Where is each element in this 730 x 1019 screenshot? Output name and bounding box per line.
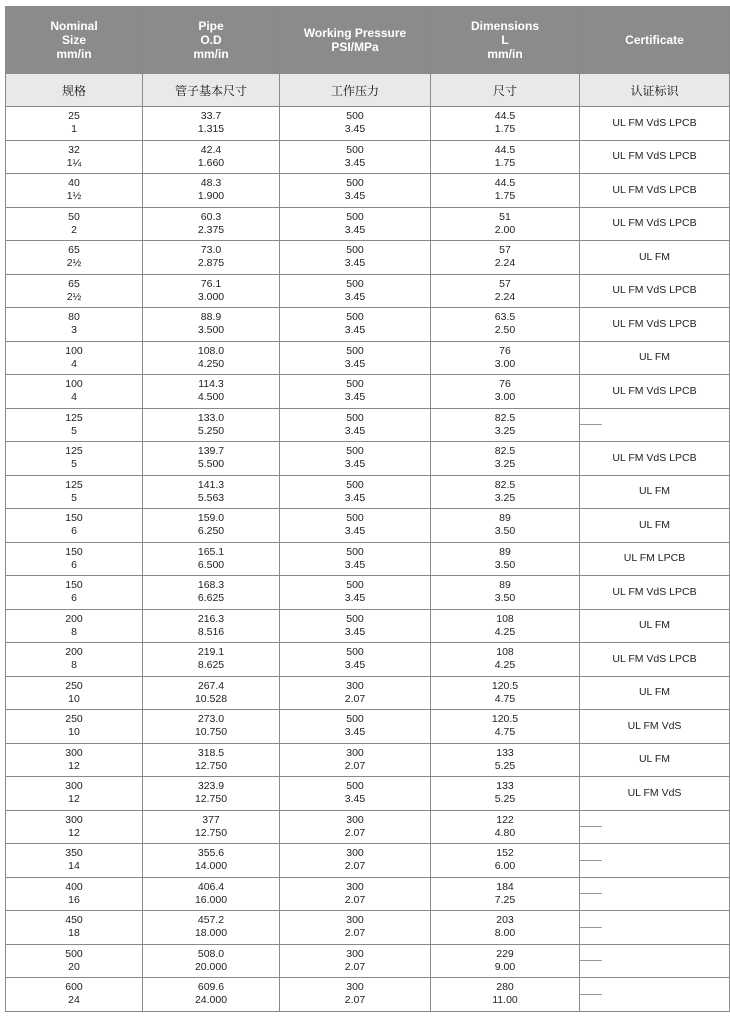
cell-working-pressure: 300 2.07 xyxy=(280,911,431,945)
cell-dimension: 89 3.50 xyxy=(431,542,580,576)
table-row xyxy=(6,844,730,878)
cell-certificate: UL FM VdS LPCB xyxy=(580,140,730,174)
table-row xyxy=(6,743,730,777)
table-row xyxy=(6,375,730,409)
cell-dimension: 89 3.50 xyxy=(431,509,580,543)
cell-nominal-size: 125 5 xyxy=(6,475,143,509)
cell-working-pressure: 500 3.45 xyxy=(280,576,431,610)
cell-working-pressure: 500 3.45 xyxy=(280,341,431,375)
no-certificate-dash xyxy=(580,424,602,425)
table-row xyxy=(6,810,730,844)
cell-pipe-od: 139.7 5.500 xyxy=(143,442,280,476)
cell-dimension: 57 2.24 xyxy=(431,274,580,308)
table-row xyxy=(6,777,730,811)
cell-dimension: 108 4.25 xyxy=(431,643,580,677)
cell-working-pressure: 500 3.45 xyxy=(280,241,431,275)
cell-pipe-od: 159.0 6.250 xyxy=(143,509,280,543)
cell-nominal-size: 300 12 xyxy=(6,777,143,811)
cell-working-pressure: 500 3.45 xyxy=(280,308,431,342)
cell-certificate xyxy=(580,911,730,945)
cell-pipe-od: 273.0 10.750 xyxy=(143,710,280,744)
cell-certificate: UL FM VdS xyxy=(580,777,730,811)
cell-nominal-size: 300 12 xyxy=(6,810,143,844)
cell-dimension: 57 2.24 xyxy=(431,241,580,275)
table-row xyxy=(6,710,730,744)
cell-certificate: UL FM xyxy=(580,676,730,710)
cell-dimension: 82.5 3.25 xyxy=(431,408,580,442)
cell-working-pressure: 300 2.07 xyxy=(280,978,431,1012)
header-dimensions: Dimensions L mm/in xyxy=(431,7,580,74)
cell-certificate: UL FM xyxy=(580,241,730,275)
cell-dimension: 44.5 1.75 xyxy=(431,140,580,174)
subheader-certificate: 认证标识 xyxy=(580,74,730,107)
table-row xyxy=(6,609,730,643)
cell-pipe-od: 108.0 4.250 xyxy=(143,341,280,375)
cell-pipe-od: 318.5 12.750 xyxy=(143,743,280,777)
cell-nominal-size: 400 16 xyxy=(6,877,143,911)
no-certificate-dash xyxy=(580,927,602,928)
cell-certificate: UL FM VdS LPCB xyxy=(580,375,730,409)
cell-certificate xyxy=(580,944,730,978)
subheader-od: 管子基本尺寸 xyxy=(143,74,280,107)
cell-dimension: 63.5 2.50 xyxy=(431,308,580,342)
header-working-pressure: Working Pressure PSI/MPa xyxy=(280,7,431,74)
cell-dimension: 184 7.25 xyxy=(431,877,580,911)
cell-working-pressure: 500 3.45 xyxy=(280,475,431,509)
cell-certificate: UL FM VdS LPCB xyxy=(580,274,730,308)
cell-nominal-size: 65 2½ xyxy=(6,274,143,308)
cell-nominal-size: 200 8 xyxy=(6,609,143,643)
no-certificate-dash xyxy=(580,860,602,861)
table-row xyxy=(6,207,730,241)
table-row xyxy=(6,978,730,1012)
cell-pipe-od: 355.6 14.000 xyxy=(143,844,280,878)
cell-nominal-size: 350 14 xyxy=(6,844,143,878)
cell-working-pressure: 500 3.45 xyxy=(280,609,431,643)
cell-working-pressure: 500 3.45 xyxy=(280,643,431,677)
cell-working-pressure: 500 3.45 xyxy=(280,174,431,208)
cell-nominal-size: 600 24 xyxy=(6,978,143,1012)
cell-dimension: 76 3.00 xyxy=(431,341,580,375)
cell-dimension: 76 3.00 xyxy=(431,375,580,409)
cell-working-pressure: 300 2.07 xyxy=(280,844,431,878)
cell-dimension: 108 4.25 xyxy=(431,609,580,643)
table-row xyxy=(6,174,730,208)
table-row xyxy=(6,107,730,141)
cell-dimension: 122 4.80 xyxy=(431,810,580,844)
cell-certificate: UL FM VdS LPCB xyxy=(580,308,730,342)
cell-pipe-od: 48.3 1.900 xyxy=(143,174,280,208)
cell-working-pressure: 500 3.45 xyxy=(280,375,431,409)
table-row xyxy=(6,576,730,610)
cell-pipe-od: 323.9 12.750 xyxy=(143,777,280,811)
cell-certificate: UL FM LPCB xyxy=(580,542,730,576)
cell-nominal-size: 125 5 xyxy=(6,442,143,476)
cell-nominal-size: 450 18 xyxy=(6,911,143,945)
cell-dimension: 82.5 3.25 xyxy=(431,475,580,509)
cell-pipe-od: 508.0 20.000 xyxy=(143,944,280,978)
header-nominal-size: Nominal Size mm/in xyxy=(6,7,143,74)
cell-nominal-size: 32 1¼ xyxy=(6,140,143,174)
cell-working-pressure: 500 3.45 xyxy=(280,408,431,442)
cell-certificate: UL FM VdS LPCB xyxy=(580,643,730,677)
cell-pipe-od: 133.0 5.250 xyxy=(143,408,280,442)
table-row xyxy=(6,308,730,342)
table-row xyxy=(6,643,730,677)
cell-pipe-od: 76.1 3.000 xyxy=(143,274,280,308)
cell-dimension: 229 9.00 xyxy=(431,944,580,978)
cell-working-pressure: 500 3.45 xyxy=(280,509,431,543)
cell-dimension: 44.5 1.75 xyxy=(431,107,580,141)
cell-nominal-size: 500 20 xyxy=(6,944,143,978)
cell-nominal-size: 25 1 xyxy=(6,107,143,141)
cell-pipe-od: 216.3 8.516 xyxy=(143,609,280,643)
cell-working-pressure: 500 3.45 xyxy=(280,140,431,174)
cell-dimension: 44.5 1.75 xyxy=(431,174,580,208)
table-row xyxy=(6,442,730,476)
no-certificate-dash xyxy=(580,826,602,827)
cell-working-pressure: 500 3.45 xyxy=(280,777,431,811)
cell-dimension: 120.5 4.75 xyxy=(431,710,580,744)
subheader-size: 规格 xyxy=(6,74,143,107)
cell-pipe-od: 73.0 2.875 xyxy=(143,241,280,275)
cell-pipe-od: 267.4 10.528 xyxy=(143,676,280,710)
table-row xyxy=(6,241,730,275)
cell-certificate: UL FM VdS xyxy=(580,710,730,744)
cell-certificate: UL FM xyxy=(580,743,730,777)
cell-certificate xyxy=(580,408,730,442)
cell-pipe-od: 42.4 1.660 xyxy=(143,140,280,174)
table-row xyxy=(6,877,730,911)
cell-working-pressure: 500 3.45 xyxy=(280,274,431,308)
table-row xyxy=(6,676,730,710)
cell-working-pressure: 300 2.07 xyxy=(280,676,431,710)
cell-nominal-size: 150 6 xyxy=(6,576,143,610)
no-certificate-dash xyxy=(580,893,602,894)
cell-nominal-size: 100 4 xyxy=(6,375,143,409)
cell-certificate: UL FM VdS LPCB xyxy=(580,174,730,208)
cell-dimension: 51 2.00 xyxy=(431,207,580,241)
cell-certificate: UL FM VdS LPCB xyxy=(580,442,730,476)
table-row xyxy=(6,911,730,945)
subheader-row xyxy=(6,74,730,107)
cell-nominal-size: 200 8 xyxy=(6,643,143,677)
cell-certificate: UL FM xyxy=(580,509,730,543)
cell-dimension: 82.5 3.25 xyxy=(431,442,580,476)
cell-dimension: 280 11.00 xyxy=(431,978,580,1012)
cell-nominal-size: 300 12 xyxy=(6,743,143,777)
cell-certificate: UL FM xyxy=(580,341,730,375)
table-row xyxy=(6,542,730,576)
cell-pipe-od: 457.2 18.000 xyxy=(143,911,280,945)
table-row xyxy=(6,944,730,978)
spec-table xyxy=(5,6,730,1012)
cell-certificate: UL FM xyxy=(580,475,730,509)
cell-working-pressure: 300 2.07 xyxy=(280,810,431,844)
cell-certificate xyxy=(580,978,730,1012)
cell-dimension: 120.5 4.75 xyxy=(431,676,580,710)
cell-pipe-od: 165.1 6.500 xyxy=(143,542,280,576)
table-row xyxy=(6,274,730,308)
cell-pipe-od: 114.3 4.500 xyxy=(143,375,280,409)
cell-pipe-od: 168.3 6.625 xyxy=(143,576,280,610)
cell-dimension: 89 3.50 xyxy=(431,576,580,610)
cell-certificate xyxy=(580,844,730,878)
cell-pipe-od: 406.4 16.000 xyxy=(143,877,280,911)
cell-nominal-size: 100 4 xyxy=(6,341,143,375)
cell-certificate: UL FM xyxy=(580,609,730,643)
table-row xyxy=(6,341,730,375)
cell-working-pressure: 500 3.45 xyxy=(280,710,431,744)
cell-pipe-od: 609.6 24.000 xyxy=(143,978,280,1012)
cell-working-pressure: 300 2.07 xyxy=(280,743,431,777)
table-body xyxy=(6,107,730,1012)
cell-pipe-od: 33.7 1.315 xyxy=(143,107,280,141)
table-row xyxy=(6,509,730,543)
cell-nominal-size: 150 6 xyxy=(6,542,143,576)
cell-dimension: 133 5.25 xyxy=(431,743,580,777)
table-row xyxy=(6,475,730,509)
cell-certificate: UL FM VdS LPCB xyxy=(580,576,730,610)
cell-pipe-od: 60.3 2.375 xyxy=(143,207,280,241)
table-row xyxy=(6,140,730,174)
header-row xyxy=(6,7,730,74)
cell-pipe-od: 88.9 3.500 xyxy=(143,308,280,342)
cell-certificate xyxy=(580,810,730,844)
cell-working-pressure: 500 3.45 xyxy=(280,207,431,241)
cell-dimension: 152 6.00 xyxy=(431,844,580,878)
no-certificate-dash xyxy=(580,994,602,995)
table-row xyxy=(6,408,730,442)
cell-working-pressure: 300 2.07 xyxy=(280,877,431,911)
cell-nominal-size: 40 1½ xyxy=(6,174,143,208)
cell-nominal-size: 50 2 xyxy=(6,207,143,241)
cell-nominal-size: 150 6 xyxy=(6,509,143,543)
cell-working-pressure: 300 2.07 xyxy=(280,944,431,978)
header-pipe-od: Pipe O.D mm/in xyxy=(143,7,280,74)
cell-nominal-size: 250 10 xyxy=(6,710,143,744)
subheader-pressure: 工作压力 xyxy=(280,74,431,107)
cell-certificate: UL FM VdS LPCB xyxy=(580,107,730,141)
cell-nominal-size: 250 10 xyxy=(6,676,143,710)
cell-pipe-od: 219.1 8.625 xyxy=(143,643,280,677)
cell-dimension: 203 8.00 xyxy=(431,911,580,945)
no-certificate-dash xyxy=(580,960,602,961)
cell-working-pressure: 500 3.45 xyxy=(280,107,431,141)
header-certificate: Certificate xyxy=(580,7,730,74)
cell-pipe-od: 141.3 5.563 xyxy=(143,475,280,509)
cell-nominal-size: 80 3 xyxy=(6,308,143,342)
cell-certificate xyxy=(580,877,730,911)
cell-nominal-size: 125 5 xyxy=(6,408,143,442)
cell-dimension: 133 5.25 xyxy=(431,777,580,811)
cell-certificate: UL FM VdS LPCB xyxy=(580,207,730,241)
cell-nominal-size: 65 2½ xyxy=(6,241,143,275)
cell-working-pressure: 500 3.45 xyxy=(280,442,431,476)
subheader-dimension: 尺寸 xyxy=(431,74,580,107)
cell-working-pressure: 500 3.45 xyxy=(280,542,431,576)
cell-pipe-od: 377 12.750 xyxy=(143,810,280,844)
